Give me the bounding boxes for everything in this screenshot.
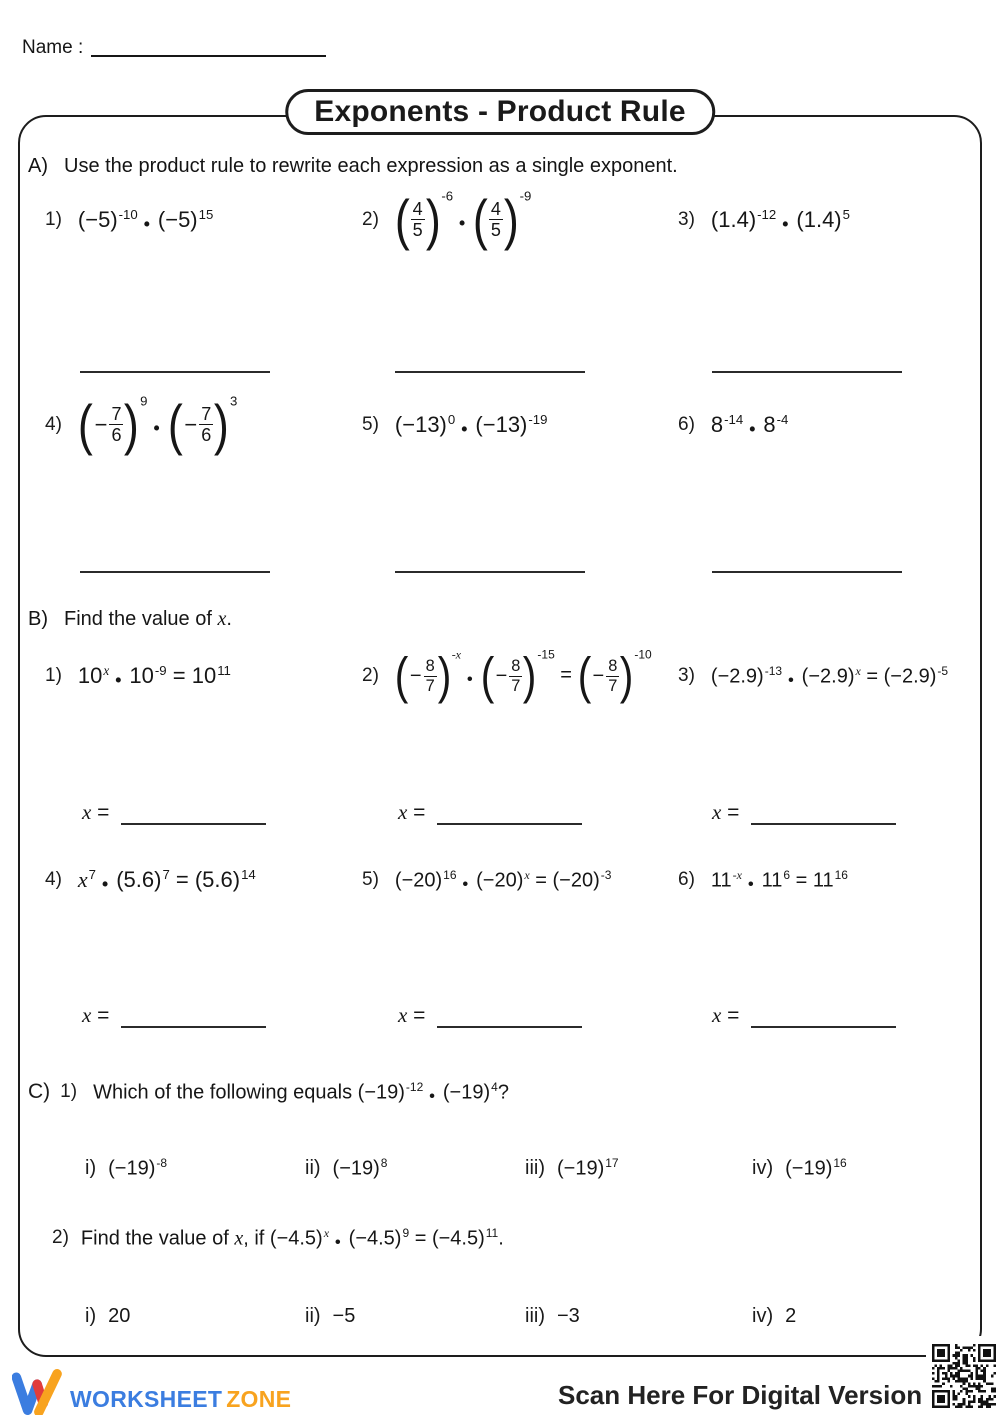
problem-a4 [45, 388, 237, 462]
option-label: iii) [525, 1304, 545, 1327]
option-c1-ii [305, 1150, 387, 1186]
math-expression: −5 [332, 1304, 356, 1327]
x-equals-label: x = [82, 800, 110, 824]
problem-a2 [362, 183, 531, 257]
problem-b3 [678, 636, 948, 716]
problem-b2 [362, 636, 652, 716]
answer-blank [121, 822, 266, 825]
math-expression: ( − $\frac{8}{7}$ ) -x • ( − $\frac{8}{7}$ ) -15 = ( − $\frac{8}{7}$ ) -10 [394, 647, 652, 705]
math-expression: 20 [108, 1304, 131, 1327]
math-expression: −3 [557, 1304, 580, 1327]
answer-blank [751, 822, 896, 825]
name-label: Name : [22, 37, 84, 58]
x-equals-label: x = [712, 800, 740, 824]
problem-a3 [678, 183, 850, 257]
option-label: i) [85, 1304, 97, 1327]
option-c2-i [85, 1298, 130, 1334]
question-text: Find the value of x, if $(-4.5)^x•$ $(-4.5)^9 = (-4.5)^{11}$. [80, 1225, 504, 1252]
problem-number: 4) [45, 414, 62, 435]
x-equals-blank [82, 800, 266, 825]
section-b-header [28, 608, 232, 631]
problem-number: 6) [678, 869, 695, 890]
brand-zone: ZONE [226, 1385, 292, 1412]
math-expression: $(-19)^{16}$ [785, 1155, 847, 1180]
answer-blank [80, 371, 270, 373]
option-c2-ii [305, 1298, 355, 1334]
math-expression: $8^{-14}$ • $8^{-4}$ [710, 411, 789, 440]
worksheetzone-logo [12, 1366, 291, 1415]
x-equals-blank [712, 800, 896, 825]
math-expression: $(-19)^8$ [332, 1155, 388, 1180]
option-c1-iii [525, 1150, 619, 1186]
math-expression: $(-19)^{17}$ [557, 1155, 619, 1180]
section-c-q2 [0, 1218, 1000, 1258]
brand-worksheet: WORKSHEET [70, 1385, 223, 1412]
answer-blank [395, 371, 585, 373]
option-label: iii) [525, 1156, 545, 1179]
question-text: Which of the following equals $(-19)^{-12}•$ $(-19)^4$? [93, 1079, 509, 1106]
math-expression: $x^7$ • $(5.6)^7 = (5.6)^{14}$ [77, 866, 256, 895]
option-label: ii) [305, 1304, 321, 1327]
math-expression: ( 4 5 ) -6 • ( 4 5 ) -9 [394, 188, 532, 252]
x-equals-blank [398, 1003, 582, 1028]
problem-a5 [362, 388, 547, 462]
problem-number: 2) [362, 209, 379, 230]
answer-blank [121, 1025, 266, 1028]
x-equals-label: x = [398, 800, 426, 824]
section-a-header [28, 155, 678, 178]
worksheetzone-logo-icon [12, 1366, 64, 1415]
option-c1-i [85, 1150, 167, 1186]
problem-number: 4) [45, 869, 62, 890]
answer-blank [80, 571, 270, 573]
problem-number: 1) [60, 1081, 78, 1102]
answer-blank [712, 571, 902, 573]
section-a-instruction: Use the product rule to rewrite each expression as a single exponent. [64, 155, 678, 177]
question-c2 [52, 1218, 504, 1258]
x-equals-label: x = [398, 1003, 426, 1027]
problem-number: 5) [362, 869, 379, 890]
problem-number: 3) [678, 209, 695, 230]
problem-number: 1) [45, 665, 62, 686]
problem-a1 [45, 183, 213, 257]
section-a-row-2 [0, 388, 1000, 462]
qr-code-image [932, 1344, 996, 1408]
x-equals-blank [82, 1003, 266, 1028]
problem-number: 1) [45, 209, 62, 230]
section-b-row-1 [0, 636, 1000, 716]
math-expression: $(-5)^{-10}$ • $(-5)^{15}$ [77, 206, 214, 235]
answer-blank [437, 1025, 582, 1028]
math-expression: $(-19)^{-8}$ [108, 1155, 168, 1180]
name-row [22, 36, 326, 59]
section-c-q2-options [0, 1298, 1000, 1334]
problem-number: 2) [362, 665, 379, 686]
option-c2-iii [525, 1298, 580, 1334]
option-label: iv) [752, 1304, 774, 1327]
math-expression: ( − $\frac{7}{6}$ ) 9 • ( − $\frac{7}{6}$ ) 3 [77, 393, 238, 457]
math-expression: 2 [785, 1304, 797, 1327]
section-c-label: C) [28, 1080, 51, 1103]
option-c1-iv [752, 1150, 847, 1186]
section-b-instruction: Find the value of x. [64, 608, 232, 630]
section-c-q1-options [0, 1150, 1000, 1186]
section-a-row-1 [0, 183, 1000, 257]
problem-b6 [678, 858, 848, 902]
math-expression: $(-2.9)^{-13}•$ $(-2.9)^x = (-2.9)^{-5}$ [710, 663, 949, 690]
section-c-q1 [0, 1072, 1000, 1112]
section-b-label: B) [28, 608, 48, 630]
option-label: i) [85, 1156, 97, 1179]
section-b-row-2 [0, 858, 1000, 902]
brand-text [70, 1386, 291, 1413]
qr-code [926, 1336, 1000, 1415]
problem-number: 2) [52, 1227, 69, 1248]
option-label: iv) [752, 1156, 774, 1179]
option-label: ii) [305, 1156, 321, 1179]
name-blank-line [91, 36, 326, 57]
problem-b1 [45, 636, 231, 716]
x-equals-label: x = [712, 1003, 740, 1027]
page-title: Exponents - Product Rule [285, 89, 715, 135]
problem-b5 [362, 858, 611, 902]
problem-b4 [45, 858, 256, 902]
problem-number: 5) [362, 414, 379, 435]
answer-blank [751, 1025, 896, 1028]
scan-here-text: Scan Here For Digital Version [558, 1380, 923, 1410]
answer-blank [437, 822, 582, 825]
question-c1 [28, 1072, 509, 1112]
answer-blank [712, 371, 902, 373]
math-expression: 10$^x$ • $10^{-9} = 10^{11}$ [77, 662, 231, 691]
x-equals-label: x = [82, 1003, 110, 1027]
math-expression: $(-20)^{16}•$ $(-20)^x = (-20)^{-3}$ [394, 867, 612, 894]
math-expression: $(-13)^0$ • $(-13)^{-19}$ [394, 411, 548, 440]
option-c2-iv [752, 1298, 796, 1334]
answer-blank [395, 571, 585, 573]
math-expression: $11^{-x}•$ $11^6 = 11^{16}$ [710, 867, 848, 894]
section-a-label: A) [28, 155, 48, 177]
problem-number: 6) [678, 414, 695, 435]
problem-a6 [678, 388, 788, 462]
problem-number: 3) [678, 665, 695, 686]
math-expression: $(1.4)^{-12}$ • $(1.4)^5$ [710, 206, 850, 235]
x-equals-blank [712, 1003, 896, 1028]
x-equals-blank [398, 800, 582, 825]
